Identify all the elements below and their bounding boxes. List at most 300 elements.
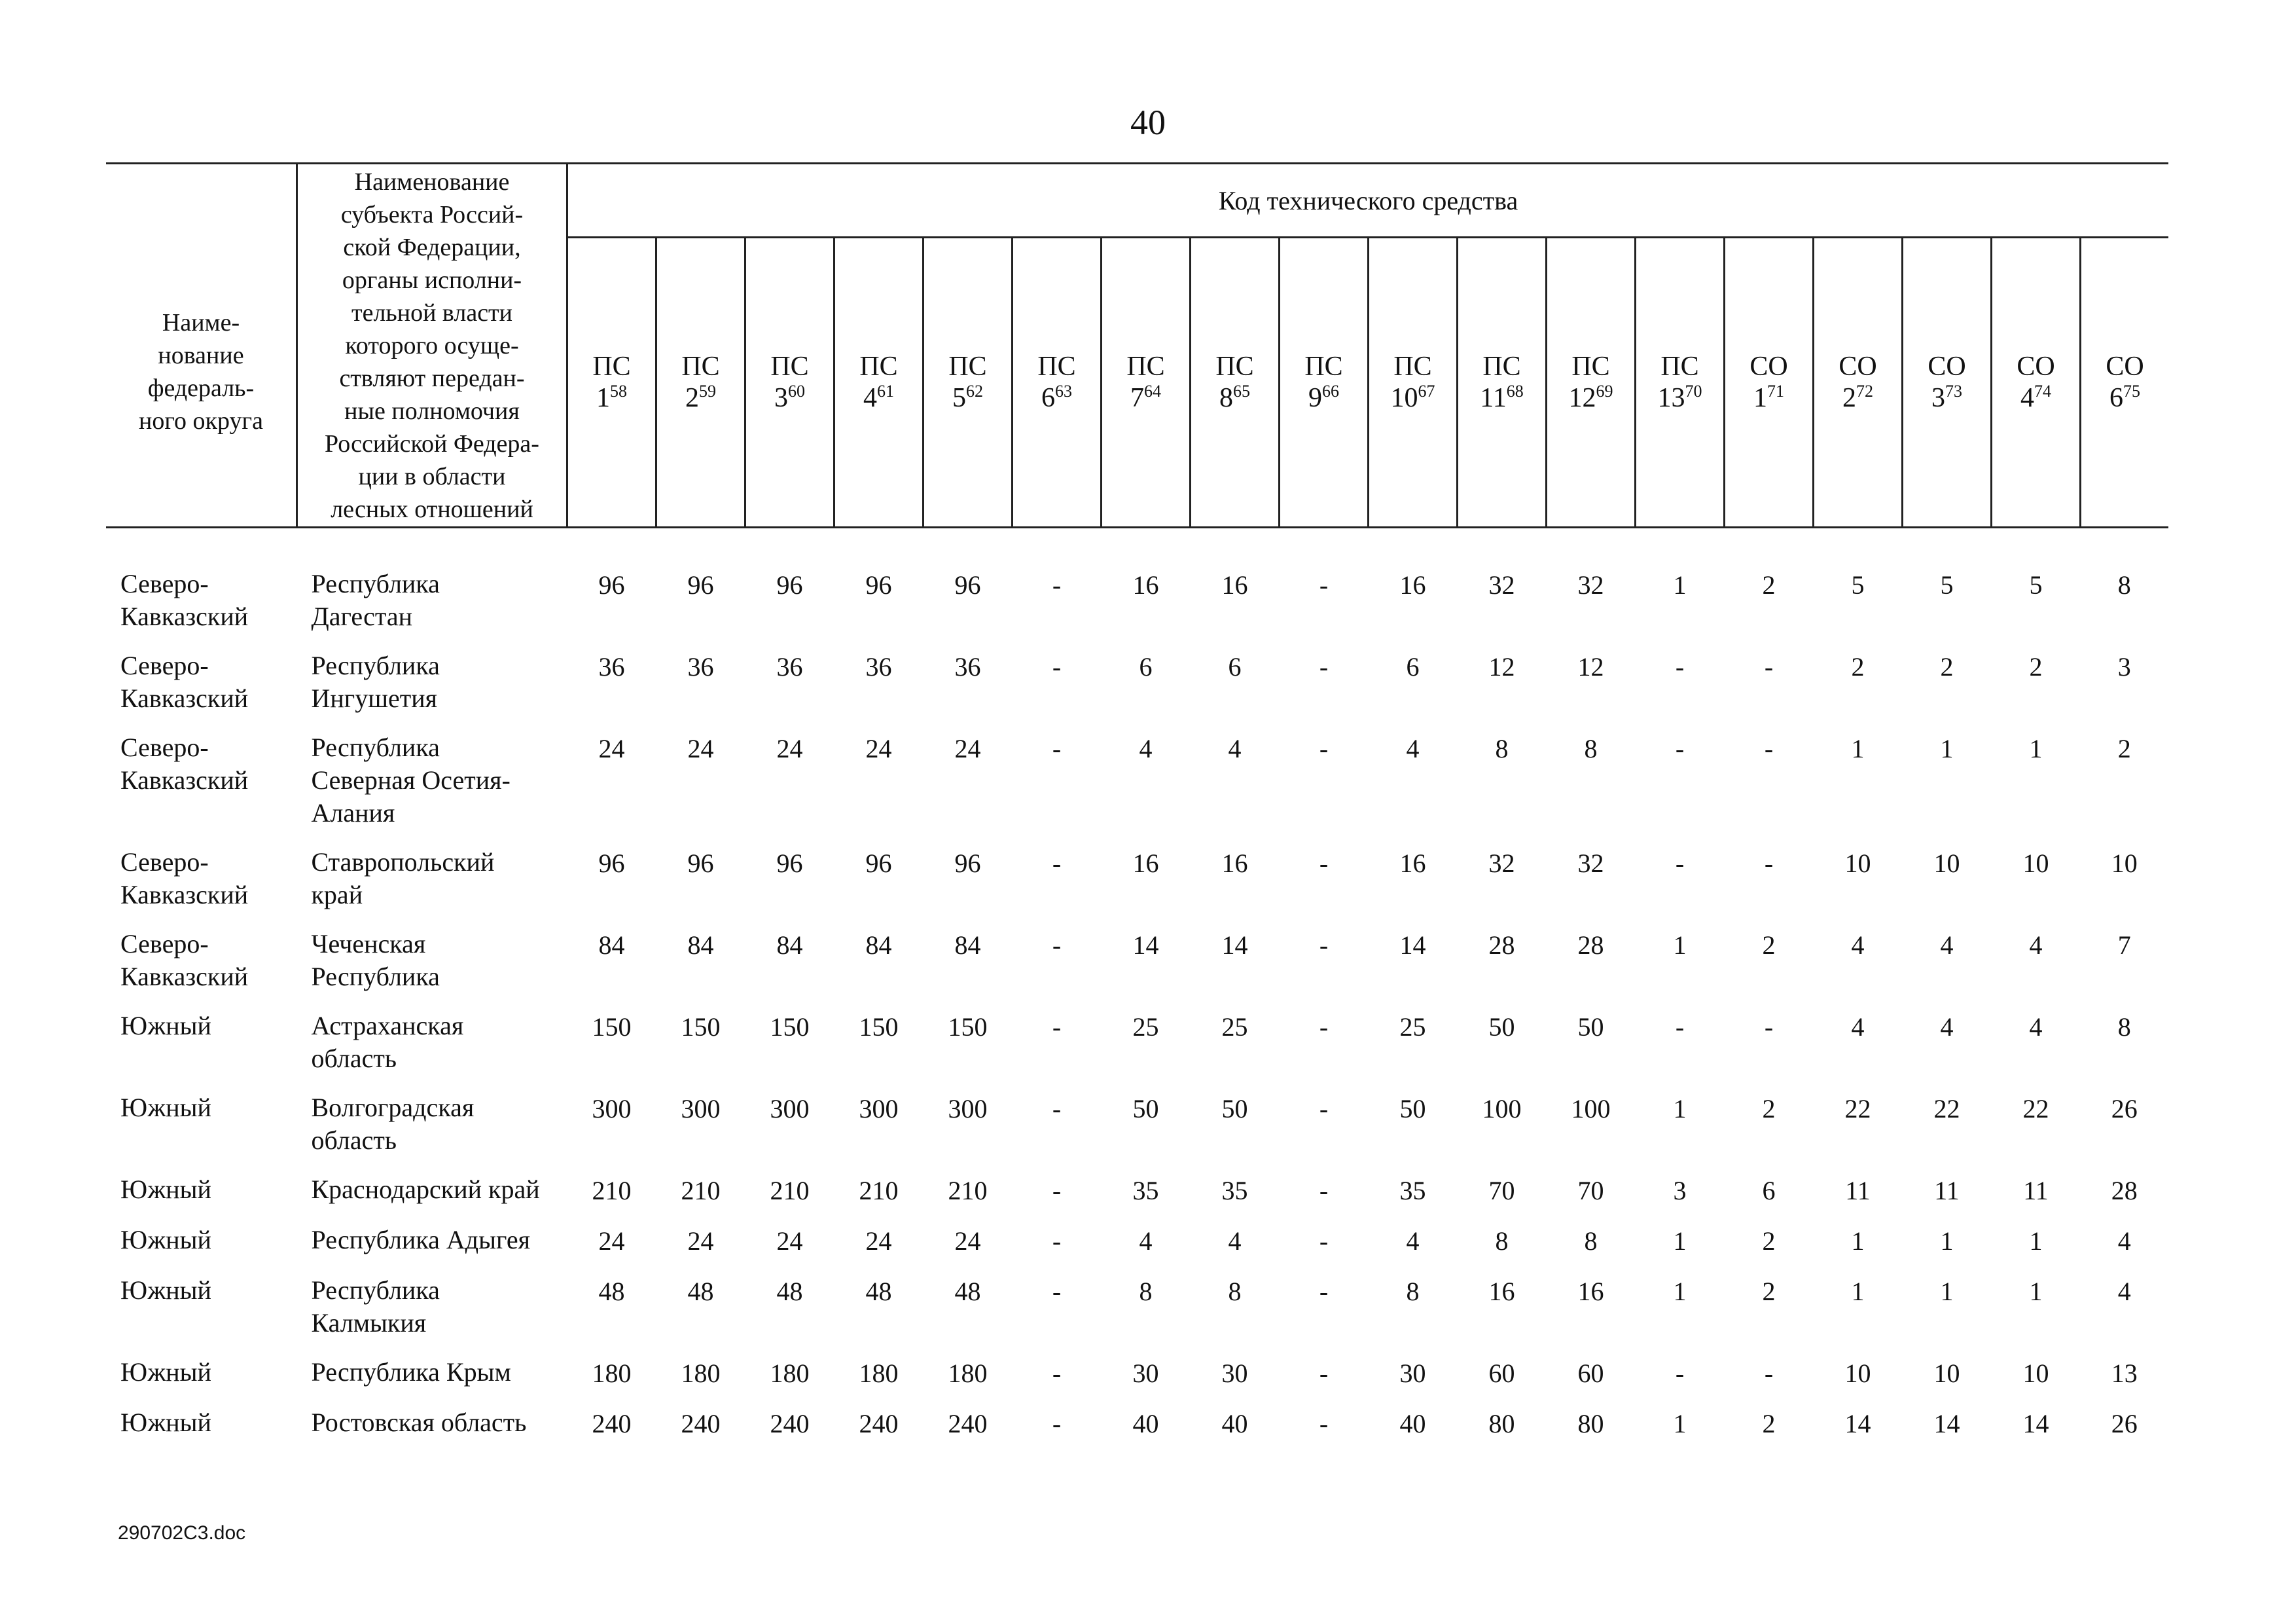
value-cell: 1	[2029, 1226, 2043, 1256]
value-cell: 36	[776, 652, 803, 682]
value-cell: 4	[1228, 734, 1242, 763]
value-cell: 8	[1584, 1226, 1598, 1256]
value-cell: 1	[1673, 1226, 1687, 1256]
value-cell: 5	[2029, 570, 2043, 600]
table-row	[106, 649, 2168, 731]
value-cell: 84	[954, 930, 981, 960]
value-cell: 48	[687, 1277, 714, 1306]
code-footnote: 64	[1144, 382, 1161, 401]
value-cell: 6	[1139, 652, 1153, 682]
value-cell: 16	[1132, 570, 1159, 600]
code-number: 3	[1931, 383, 1945, 413]
subject-cell: Чеченская Республика	[311, 929, 440, 991]
value-cell: -	[1052, 930, 1062, 960]
table-row	[106, 928, 2168, 1010]
value-cell: 96	[687, 570, 714, 600]
value-cell: 5	[1940, 570, 1954, 600]
value-cell: 240	[592, 1409, 632, 1438]
value-cell: 100	[1482, 1094, 1522, 1123]
okrug-cell: Южный	[120, 1225, 211, 1254]
code-label: ПС	[1660, 352, 1699, 382]
value-cell: 1	[1673, 570, 1687, 600]
value-cell: 22	[1933, 1094, 1960, 1123]
code-header-cell	[1013, 238, 1102, 528]
code-footnote: 74	[2034, 382, 2051, 401]
okrug-cell: Северо- Кавказский	[120, 569, 249, 631]
code-header-cell	[1903, 238, 1992, 528]
value-cell: 28	[1577, 930, 1604, 960]
value-cell: 240	[770, 1409, 810, 1438]
value-cell: 4	[1940, 930, 1954, 960]
value-cell: -	[1052, 1359, 1062, 1388]
value-cell: 150	[770, 1012, 810, 1042]
okrug-cell: Северо- Кавказский	[120, 651, 249, 713]
value-cell: 300	[592, 1094, 632, 1123]
value-cell: 96	[954, 570, 981, 600]
code-number: 6	[2109, 383, 2123, 413]
value-cell: 1	[2029, 734, 2043, 763]
code-label: СО	[1839, 352, 1877, 382]
code-number: 10	[1390, 383, 1418, 413]
code-footnote: 73	[1945, 382, 1962, 401]
value-cell: -	[1675, 1359, 1685, 1388]
value-cell: 180	[859, 1359, 899, 1388]
page-number: 40	[1130, 103, 1166, 142]
code-number: 5	[952, 383, 966, 413]
header-subject: Наименование субъекта Россий- ской Федерации, органы исполни- тельной власти которого осуще- ствляют передан- ные полномочия Российской Федера- ции в области лесных отношений	[297, 164, 567, 528]
value-cell: 36	[598, 652, 625, 682]
value-cell: 1	[1851, 734, 1865, 763]
table-row	[106, 846, 2168, 928]
value-cell: 1	[1851, 1226, 1865, 1256]
okrug-cell: Южный	[120, 1175, 211, 1204]
subject-cell: Республика Ингушетия	[311, 651, 440, 713]
value-cell: 26	[2111, 1094, 2138, 1123]
value-cell: 28	[2111, 1176, 2138, 1205]
code-header-cell	[1636, 238, 1725, 528]
value-cell: 10	[1933, 848, 1960, 878]
subject-cell: Республика Северная Осетия- Алания	[311, 733, 511, 828]
value-cell: -	[1319, 734, 1329, 763]
value-cell: 35	[1132, 1176, 1159, 1205]
code-label: ПС	[948, 352, 987, 382]
value-cell: 210	[770, 1176, 810, 1205]
subject-cell: Ростовская область	[311, 1408, 527, 1437]
value-cell: 10	[1844, 1359, 1871, 1388]
code-number: 3	[774, 383, 788, 413]
table-row	[106, 568, 2168, 649]
code-footnote: 67	[1418, 382, 1435, 401]
value-cell: 240	[681, 1409, 721, 1438]
value-cell: 2	[2117, 734, 2131, 763]
code-number: 2	[685, 383, 699, 413]
value-cell: 12	[1488, 652, 1515, 682]
value-cell: 35	[1221, 1176, 1248, 1205]
subject-cell: Республика Дагестан	[311, 569, 440, 631]
code-number: 7	[1130, 383, 1144, 413]
value-cell: 2	[1762, 930, 1776, 960]
value-cell: 1	[1940, 734, 1954, 763]
value-cell: 24	[865, 1226, 892, 1256]
value-cell: -	[1319, 1359, 1329, 1388]
value-cell: 96	[687, 848, 714, 878]
value-cell: 1	[2029, 1277, 2043, 1306]
value-cell: 2	[1940, 652, 1954, 682]
code-header-cell	[1280, 238, 1369, 528]
value-cell: -	[1675, 1012, 1685, 1042]
value-cell: 1	[1851, 1277, 1865, 1306]
value-cell: 24	[687, 1226, 714, 1256]
value-cell: 24	[776, 1226, 803, 1256]
value-cell: 14	[1221, 930, 1248, 960]
value-cell: 1	[1673, 1094, 1687, 1123]
value-cell: -	[1319, 930, 1329, 960]
value-cell: 1	[1940, 1277, 1954, 1306]
value-cell: 24	[954, 1226, 981, 1256]
value-cell: 2	[2029, 652, 2043, 682]
value-cell: 25	[1399, 1012, 1426, 1042]
code-footnote: 71	[1767, 382, 1784, 401]
okrug-cell: Южный	[120, 1357, 211, 1387]
value-cell: 14	[1933, 1409, 1960, 1438]
value-cell: 24	[687, 734, 714, 763]
value-cell: 50	[1132, 1094, 1159, 1123]
value-cell: -	[1675, 652, 1685, 682]
code-number: 1	[1753, 383, 1767, 413]
value-cell: 30	[1221, 1359, 1248, 1388]
code-number: 11	[1480, 383, 1507, 413]
value-cell: 16	[1399, 848, 1426, 878]
value-cell: 2	[1762, 1277, 1776, 1306]
value-cell: 84	[865, 930, 892, 960]
code-number: 4	[863, 383, 877, 413]
code-header-cell	[1191, 238, 1280, 528]
okrug-cell: Северо- Кавказский	[120, 847, 249, 909]
code-footnote: 72	[1856, 382, 1873, 401]
value-cell: 210	[859, 1176, 899, 1205]
value-cell: -	[1319, 1409, 1329, 1438]
value-cell: 96	[865, 848, 892, 878]
value-cell: 180	[681, 1359, 721, 1388]
value-cell: 32	[1577, 570, 1604, 600]
table-row	[106, 1091, 2168, 1173]
code-footnote: 59	[699, 382, 716, 401]
value-cell: 6	[1762, 1176, 1776, 1205]
value-cell: 4	[1406, 734, 1420, 763]
code-footnote: 58	[610, 382, 627, 401]
value-cell: 70	[1488, 1176, 1515, 1205]
subject-cell: Волгоградская область	[311, 1093, 475, 1155]
code-header-cell	[567, 238, 656, 528]
value-cell: 96	[776, 848, 803, 878]
forest-equipment-table	[106, 162, 2168, 1457]
value-cell: 8	[1495, 1226, 1509, 1256]
value-cell: -	[1052, 734, 1062, 763]
value-cell: -	[1319, 1012, 1329, 1042]
value-cell: 24	[598, 1226, 625, 1256]
value-cell: 50	[1399, 1094, 1426, 1123]
value-cell: -	[1675, 734, 1685, 763]
value-cell: 4	[1139, 734, 1153, 763]
value-cell: -	[1052, 848, 1062, 878]
value-cell: -	[1764, 1012, 1774, 1042]
table-row	[106, 1274, 2168, 1356]
value-cell: 8	[1228, 1277, 1242, 1306]
value-cell: 96	[598, 848, 625, 878]
code-label: ПС	[1304, 352, 1343, 382]
value-cell: 180	[948, 1359, 988, 1388]
value-cell: 32	[1488, 848, 1515, 878]
code-footnote: 69	[1596, 382, 1613, 401]
value-cell: 4	[1139, 1226, 1153, 1256]
value-cell: -	[1319, 1094, 1329, 1123]
value-cell: 48	[776, 1277, 803, 1306]
value-cell: 48	[865, 1277, 892, 1306]
value-cell: -	[1319, 1277, 1329, 1306]
code-label: ПС	[770, 352, 809, 382]
code-number: 9	[1308, 383, 1322, 413]
code-label: ПС	[1215, 352, 1254, 382]
value-cell: -	[1052, 1012, 1062, 1042]
value-cell: 300	[770, 1094, 810, 1123]
value-cell: 84	[598, 930, 625, 960]
code-footnote: 60	[788, 382, 805, 401]
value-cell: 240	[948, 1409, 988, 1438]
value-cell: 36	[687, 652, 714, 682]
value-cell: 36	[865, 652, 892, 682]
value-cell: 22	[1844, 1094, 1871, 1123]
value-cell: 150	[592, 1012, 632, 1042]
value-cell: 14	[1844, 1409, 1871, 1438]
table-row	[106, 1010, 2168, 1091]
code-label: СО	[1928, 352, 1966, 382]
value-cell: -	[1319, 1176, 1329, 1205]
value-cell: 24	[776, 734, 803, 763]
table-row	[106, 1406, 2168, 1457]
code-label: ПС	[1037, 352, 1076, 382]
value-cell: 16	[1399, 570, 1426, 600]
value-cell: 4	[1406, 1226, 1420, 1256]
value-cell: 24	[865, 734, 892, 763]
value-cell: 180	[770, 1359, 810, 1388]
value-cell: 3	[2117, 652, 2131, 682]
footer-filename: 290702C3.doc	[118, 1522, 246, 1544]
value-cell: 14	[2022, 1409, 2049, 1438]
value-cell: 10	[1844, 848, 1871, 878]
value-cell: -	[1052, 1409, 1062, 1438]
value-cell: 4	[1851, 1012, 1865, 1042]
value-cell: 2	[1762, 1226, 1776, 1256]
subject-cell: Краснодарский край	[311, 1175, 540, 1204]
code-header-cell	[1369, 238, 1458, 528]
value-cell: 4	[2117, 1277, 2131, 1306]
table-row	[106, 1173, 2168, 1224]
value-cell: 26	[2111, 1409, 2138, 1438]
code-header-cell	[924, 238, 1013, 528]
code-label: СО	[2017, 352, 2055, 382]
value-cell: 2	[1762, 570, 1776, 600]
value-cell: -	[1052, 1176, 1062, 1205]
value-cell: 30	[1132, 1359, 1159, 1388]
value-cell: -	[1675, 848, 1685, 878]
code-footnote: 63	[1055, 382, 1072, 401]
value-cell: 100	[1571, 1094, 1611, 1123]
value-cell: 300	[681, 1094, 721, 1123]
value-cell: 16	[1221, 570, 1248, 600]
value-cell: -	[1052, 570, 1062, 600]
value-cell: 240	[859, 1409, 899, 1438]
value-cell: 25	[1221, 1012, 1248, 1042]
value-cell: 7	[2117, 930, 2131, 960]
value-cell: 8	[1406, 1277, 1420, 1306]
code-label: ПС	[859, 352, 898, 382]
okrug-cell: Южный	[120, 1275, 211, 1305]
value-cell: 32	[1488, 570, 1515, 600]
value-cell: 80	[1577, 1409, 1604, 1438]
value-cell: -	[1764, 652, 1774, 682]
value-cell: 11	[2023, 1176, 2049, 1205]
code-header-cell	[2081, 238, 2169, 528]
value-cell: 2	[1851, 652, 1865, 682]
code-footnote: 75	[2123, 382, 2140, 401]
value-cell: 8	[2117, 1012, 2131, 1042]
value-cell: 48	[954, 1277, 981, 1306]
code-header-cell	[1992, 238, 2081, 528]
value-cell: 50	[1488, 1012, 1515, 1042]
code-number: 6	[1041, 383, 1055, 413]
code-footnote: 68	[1506, 382, 1524, 401]
value-cell: 50	[1221, 1094, 1248, 1123]
okrug-cell: Южный	[120, 1093, 211, 1122]
value-cell: -	[1319, 848, 1329, 878]
value-cell: 11	[1934, 1176, 1960, 1205]
code-label: ПС	[1126, 352, 1165, 382]
header-okrug: Наиме- нование федераль- ного округа	[106, 164, 297, 528]
code-header-cell	[1458, 238, 1547, 528]
value-cell: 4	[2029, 1012, 2043, 1042]
value-cell: 40	[1399, 1409, 1426, 1438]
value-cell: 1	[1673, 1409, 1687, 1438]
okrug-cell: Северо- Кавказский	[120, 733, 249, 795]
value-cell: 80	[1488, 1409, 1515, 1438]
value-cell: 22	[2022, 1094, 2049, 1123]
value-cell: 210	[592, 1176, 632, 1205]
value-cell: 4	[1851, 930, 1865, 960]
code-footnote: 62	[966, 382, 983, 401]
subject-cell: Ставропольский край	[311, 847, 495, 909]
value-cell: -	[1319, 652, 1329, 682]
value-cell: 210	[681, 1176, 721, 1205]
value-cell: 6	[1406, 652, 1420, 682]
value-cell: 10	[1933, 1359, 1960, 1388]
code-label: ПС	[1482, 352, 1521, 382]
value-cell: 96	[598, 570, 625, 600]
value-cell: 48	[598, 1277, 625, 1306]
code-header-cell	[1814, 238, 1903, 528]
code-footnote: 61	[877, 382, 894, 401]
value-cell: 28	[1488, 930, 1515, 960]
code-label: СО	[2106, 352, 2144, 382]
value-cell: 84	[776, 930, 803, 960]
value-cell: 10	[2022, 848, 2049, 878]
value-cell: 1	[1673, 930, 1687, 960]
subject-cell: Республика Калмыкия	[311, 1275, 440, 1338]
value-cell: -	[1052, 1094, 1062, 1123]
value-cell: 8	[2117, 570, 2131, 600]
subject-cell: Астраханская область	[311, 1011, 464, 1073]
value-cell: 40	[1132, 1409, 1159, 1438]
value-cell: -	[1764, 1359, 1774, 1388]
code-label: ПС	[1393, 352, 1432, 382]
value-cell: 2	[1762, 1409, 1776, 1438]
value-cell: 24	[598, 734, 625, 763]
value-cell: 180	[592, 1359, 632, 1388]
value-cell: 3	[1673, 1176, 1687, 1205]
value-cell: 50	[1577, 1012, 1604, 1042]
code-header-cell	[1725, 238, 1814, 528]
value-cell: 1	[1673, 1277, 1687, 1306]
value-cell: 6	[1228, 652, 1242, 682]
subject-cell: Республика Крым	[311, 1357, 511, 1387]
okrug-cell: Северо- Кавказский	[120, 929, 249, 991]
code-number: 8	[1219, 383, 1233, 413]
code-label: ПС	[1571, 352, 1610, 382]
value-cell: 4	[1228, 1226, 1242, 1256]
code-header-cell	[834, 238, 924, 528]
subject-cell: Республика Адыгея	[311, 1225, 531, 1254]
value-cell: 5	[1851, 570, 1865, 600]
value-cell: 300	[948, 1094, 988, 1123]
code-footnote: 70	[1685, 382, 1702, 401]
value-cell: -	[1764, 848, 1774, 878]
value-cell: 96	[954, 848, 981, 878]
value-cell: 16	[1488, 1277, 1515, 1306]
value-cell: -	[1052, 1226, 1062, 1256]
code-header-cell	[1102, 238, 1191, 528]
value-cell: 25	[1132, 1012, 1159, 1042]
value-cell: -	[1319, 570, 1329, 600]
value-cell: 210	[948, 1176, 988, 1205]
value-cell: -	[1319, 1226, 1329, 1256]
code-footnote: 65	[1233, 382, 1250, 401]
code-header-cell	[1547, 238, 1636, 528]
value-cell: 36	[954, 652, 981, 682]
code-number: 4	[2020, 383, 2034, 413]
value-cell: 1	[1940, 1226, 1954, 1256]
code-label: ПС	[592, 352, 631, 382]
value-cell: 4	[2029, 930, 2043, 960]
value-cell: 14	[1132, 930, 1159, 960]
value-cell: 16	[1577, 1277, 1604, 1306]
value-cell: 60	[1577, 1359, 1604, 1388]
value-cell: 96	[865, 570, 892, 600]
value-cell: -	[1052, 1277, 1062, 1306]
value-cell: 30	[1399, 1359, 1426, 1388]
value-cell: 10	[2022, 1359, 2049, 1388]
value-cell: 16	[1132, 848, 1159, 878]
value-cell: 4	[2117, 1226, 2131, 1256]
value-cell: 70	[1577, 1176, 1604, 1205]
value-cell: 24	[954, 734, 981, 763]
code-number: 2	[1842, 383, 1856, 413]
code-label: ПС	[681, 352, 720, 382]
code-label: СО	[1749, 352, 1788, 382]
value-cell: 8	[1584, 734, 1598, 763]
value-cell: 60	[1488, 1359, 1515, 1388]
okrug-cell: Южный	[120, 1408, 211, 1437]
table-body	[106, 528, 2168, 1457]
value-cell: 150	[948, 1012, 988, 1042]
